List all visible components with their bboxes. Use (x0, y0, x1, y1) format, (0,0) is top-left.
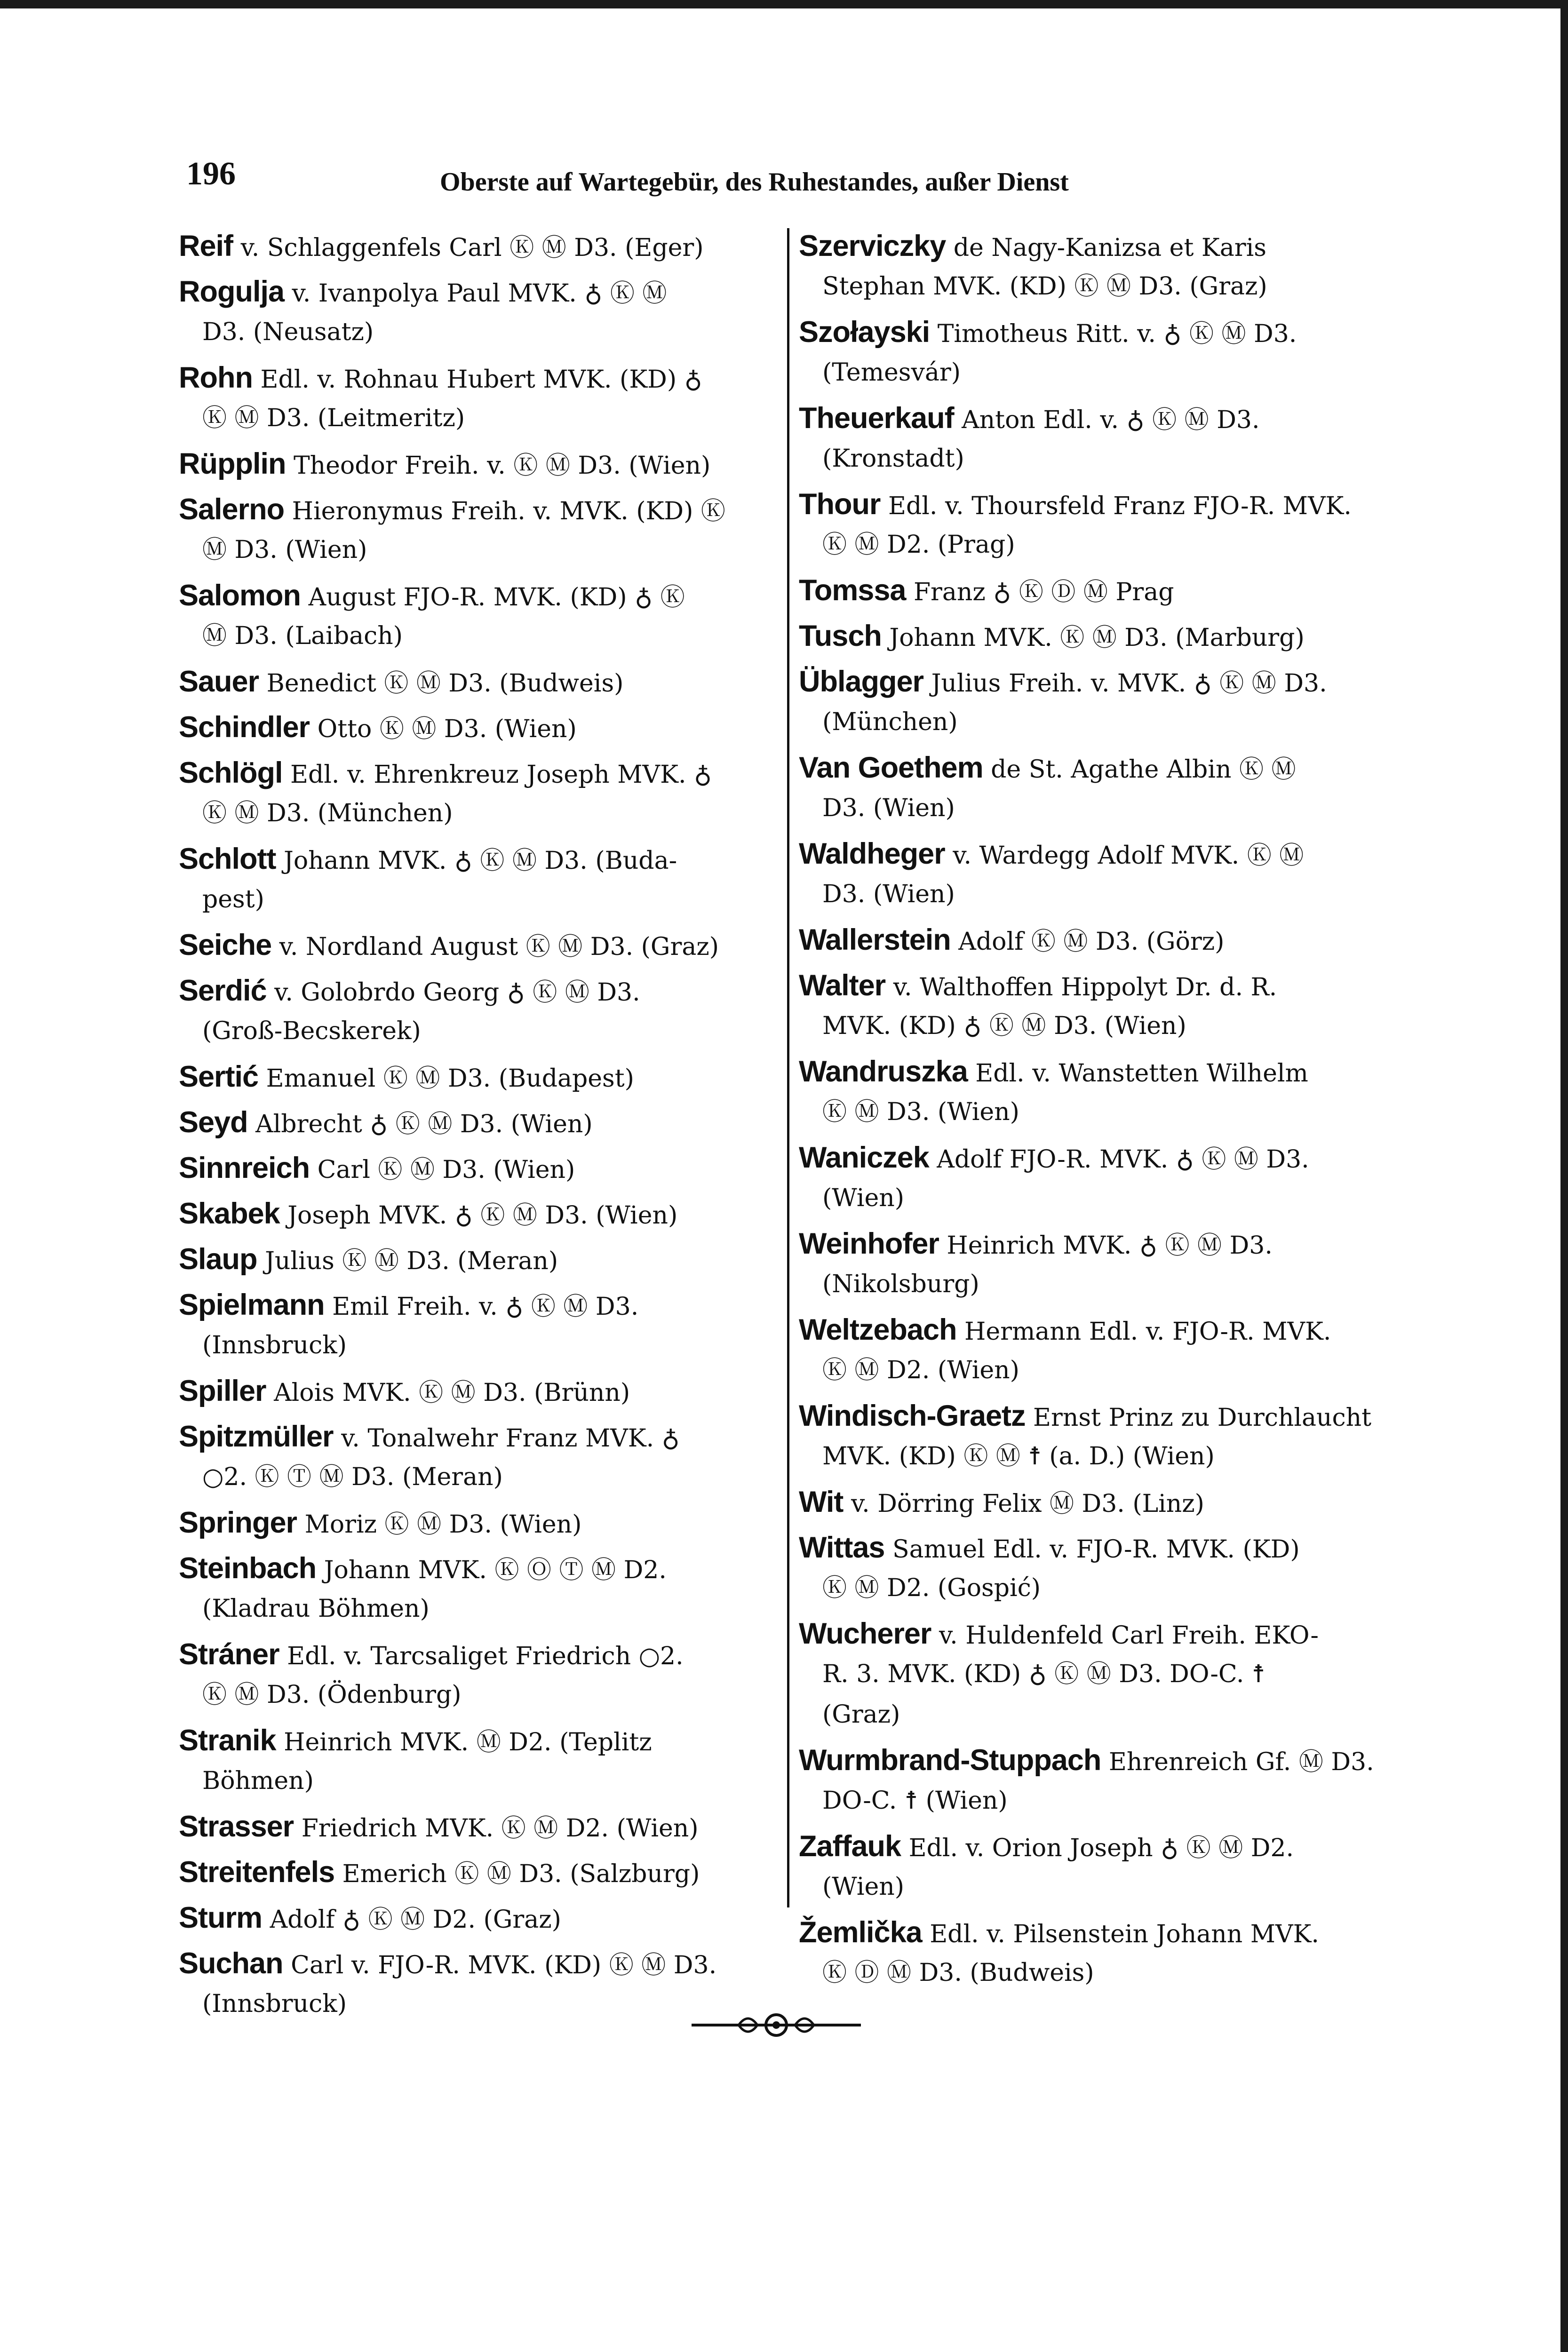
entry-line (179, 1371, 781, 1411)
tailpiece-ornament-icon (687, 2004, 866, 2046)
entry-surname: Windisch-Graetz (799, 1399, 1026, 1432)
entry-text: (Wien) (822, 1184, 905, 1212)
entry-text: Benedict Ⓚ Ⓜ D3. (Budweis) (266, 669, 624, 698)
entry-continuation-line (799, 1436, 1406, 1477)
entry-text: Ⓚ Ⓜ D2. (Prag) (822, 531, 1015, 559)
entry-text: (Temesvár) (822, 358, 961, 387)
entry-continuation-line (799, 1092, 1406, 1132)
entry-text: v. Walthoffen Hippolyt Dr. d. R. (893, 973, 1277, 1001)
entry-surname: Slaup (179, 1243, 257, 1276)
entry-text: (Graz) (822, 1700, 900, 1729)
entry-text: Edl. v. Tarcsaliget Friedrich ○2. (287, 1642, 684, 1670)
entry-continuation-line (799, 438, 1406, 479)
entry-text: Böhmen) (202, 1767, 314, 1795)
entry-text: Ⓚ Ⓓ Ⓜ D3. (Budweis) (822, 1959, 1094, 1987)
entry-surname: Wurmbrand-Stuppach (799, 1744, 1101, 1777)
entry-surname: Szerviczky (799, 230, 946, 262)
entry-continuation-line (179, 1011, 781, 1051)
entry-continuation-line (799, 1178, 1406, 1218)
entry-text: D3. (Wien) (822, 794, 955, 822)
entry-line (799, 1912, 1406, 1953)
entry-continuation-line (799, 352, 1406, 393)
entry (179, 1285, 781, 1366)
entry-line (799, 1613, 1406, 1654)
entry-text: Ehrenreich Gf. Ⓜ D3. (1108, 1748, 1374, 1776)
entry-line (179, 753, 781, 793)
entry-text: Ⓚ Ⓜ D3. (Wien) (822, 1098, 1019, 1126)
entry-text: Anton Edl. v. ♁ Ⓚ Ⓜ D3. (962, 406, 1260, 434)
entry-continuation-line (179, 398, 781, 438)
entry-continuation-line (799, 788, 1406, 828)
entry-text: Johann MVK. ♁ Ⓚ Ⓜ D3. (Buda- (284, 847, 677, 875)
entry-text: D3. (Wien) (822, 880, 955, 908)
entry-line (179, 226, 781, 266)
entry-line (799, 1482, 1406, 1522)
entry-surname: Wandruszka (799, 1055, 968, 1088)
entry-line (179, 970, 781, 1011)
entry-text: v. Dörring Felix Ⓜ D3. (Linz) (851, 1490, 1204, 1518)
entry-continuation-line (179, 1457, 781, 1497)
entry-text: Samuel Edl. v. FJO-R. MVK. (KD) (892, 1535, 1300, 1564)
entry-text: Edl. v. Orion Joseph ♁ Ⓚ Ⓜ D2. (908, 1834, 1294, 1862)
entry-text: ○2. Ⓚ Ⓣ Ⓜ D3. (Meran) (202, 1463, 503, 1491)
entry (179, 661, 781, 702)
entry (179, 1548, 781, 1629)
entry-surname: Wallerstein (799, 923, 951, 956)
entry-surname: Wittas (799, 1531, 885, 1564)
entry-line (179, 358, 781, 398)
entry (799, 1740, 1406, 1821)
entry (799, 616, 1406, 656)
entry-surname: Thour (799, 488, 881, 521)
entry-continuation-line (799, 1694, 1406, 1735)
entry-continuation-line (179, 793, 781, 834)
entry-continuation-line (799, 1006, 1406, 1046)
entry (799, 1224, 1406, 1304)
entry-surname: Reif (179, 230, 233, 262)
entry-text: (Kronstadt) (822, 445, 964, 473)
entry-text: Heinrich MVK. Ⓜ D2. (Teplitz (284, 1728, 652, 1756)
entry-line (179, 707, 781, 747)
entry-surname: Van Goethem (799, 751, 983, 784)
entry-surname: Strasser (179, 1810, 294, 1843)
entry-text: Ⓚ Ⓜ D3. (Ödenburg) (202, 1681, 462, 1709)
entry-text: v. Tonalwehr Franz MVK. ♁ (341, 1424, 680, 1453)
entry-text: v. Wardegg Adolf MVK. Ⓚ Ⓜ (953, 842, 1304, 870)
entry-line (799, 1310, 1406, 1350)
entry-line (179, 271, 781, 312)
entry (179, 753, 781, 834)
entry-line (799, 398, 1406, 438)
entry (799, 834, 1406, 914)
entry-surname: Sturm (179, 1901, 263, 1934)
entry-surname: Serdić (179, 974, 267, 1007)
entry-line (179, 1720, 781, 1761)
entry-continuation-line (179, 1761, 781, 1801)
entry-line (799, 1051, 1406, 1092)
entry-surname: Skabek (179, 1197, 280, 1230)
entry-line (179, 1548, 781, 1589)
entry-surname: Rüpplin (179, 447, 286, 480)
entry-text: Edl. v. Pilsenstein Johann MVK. (930, 1920, 1319, 1948)
entry-line (799, 1826, 1406, 1867)
entry-line (799, 616, 1406, 656)
entry-surname: Spiller (179, 1375, 266, 1407)
entry (179, 707, 781, 747)
entry (179, 1806, 781, 1847)
entry (799, 1912, 1406, 1993)
entry-text: Ⓚ Ⓜ D3. (München) (202, 799, 453, 827)
entry (799, 1613, 1406, 1735)
entry (179, 358, 781, 438)
entry-line (179, 1148, 781, 1188)
entry-text: Edl. v. Thoursfeld Franz FJO-R. MVK. (888, 492, 1352, 520)
entry (799, 1396, 1406, 1477)
entry-surname: Theuerkauf (799, 402, 954, 435)
entry (799, 398, 1406, 479)
page-number: 196 (186, 156, 236, 192)
entry (799, 965, 1406, 1046)
entry (799, 1482, 1406, 1522)
entry (799, 920, 1406, 960)
entry-text: August FJO-R. MVK. (KD) ♁ Ⓚ (308, 583, 685, 612)
entry-text: DO-C. ☨ (Wien) (822, 1787, 1008, 1815)
entry-text: v. Nordland August Ⓚ Ⓜ D3. (Graz) (279, 933, 719, 961)
entry (179, 970, 781, 1051)
entry-text: Emanuel Ⓚ Ⓜ D3. (Budapest) (266, 1065, 634, 1093)
entry-surname: Wucherer (799, 1617, 931, 1650)
entry (799, 312, 1406, 393)
entry (179, 1898, 781, 1938)
entry-line (179, 1806, 781, 1847)
entry-text: (Kladrau Böhmen) (202, 1595, 430, 1623)
entry-surname: Sertić (179, 1060, 259, 1093)
entry-surname: Seiche (179, 929, 272, 961)
entry (179, 1720, 781, 1801)
entry-continuation-line (799, 702, 1406, 742)
entry-surname: Salomon (179, 579, 301, 612)
entry-line (799, 965, 1406, 1006)
entry-text: v. Schlaggenfels Carl Ⓚ Ⓜ D3. (Eger) (240, 234, 704, 262)
entry-surname: Steinbach (179, 1552, 317, 1585)
right-column (799, 226, 1406, 1998)
entry-continuation-line (799, 1953, 1406, 1993)
entry-line (799, 747, 1406, 788)
entry-continuation-line (179, 1325, 781, 1366)
entry-text: Timotheus Ritt. v. ♁ Ⓚ Ⓜ D3. (937, 320, 1297, 348)
entry-text: Friedrich MVK. Ⓚ Ⓜ D2. (Wien) (301, 1814, 699, 1843)
entry-text: Franz ♁ Ⓚ Ⓓ Ⓜ Prag (913, 578, 1174, 606)
entry-line (799, 1740, 1406, 1780)
entry (799, 1051, 1406, 1132)
entry-text: Ernst Prinz zu Durchlaucht (1033, 1404, 1372, 1432)
entry (799, 226, 1406, 307)
entry-continuation-line (799, 874, 1406, 914)
entry-continuation-line (799, 1780, 1406, 1821)
entry (179, 1239, 781, 1279)
entry-text: Ⓜ D3. (Laibach) (202, 622, 403, 650)
entry-text: MVK. (KD) Ⓚ Ⓜ ☨ (a. D.) (Wien) (822, 1442, 1215, 1470)
entry-surname: Rogulja (179, 275, 284, 308)
entry-surname: Schlott (179, 842, 276, 875)
entry-text: Emil Freih. v. ♁ Ⓚ Ⓜ D3. (332, 1293, 639, 1321)
entry-text: Carl v. FJO-R. MVK. (KD) Ⓚ Ⓜ D3. (291, 1951, 717, 1979)
entry-line (179, 1239, 781, 1279)
entry (179, 925, 781, 965)
entry-continuation-line (799, 524, 1406, 565)
entry-line (179, 1898, 781, 1938)
entry-line (179, 444, 781, 484)
entry-line (179, 925, 781, 965)
entry-text: Ⓜ D3. (Wien) (202, 536, 367, 564)
entry-text: Theodor Freih. v. Ⓚ Ⓜ D3. (Wien) (293, 452, 711, 480)
entry (799, 484, 1406, 565)
entry (179, 1852, 781, 1892)
entry-text: Johann MVK. Ⓚ Ⓜ D3. (Marburg) (889, 624, 1305, 652)
entry-surname: Szołayski (799, 316, 930, 349)
entry-surname: Walter (799, 969, 886, 1002)
entry-surname: Rohn (179, 361, 253, 394)
entry-text: pest) (202, 885, 264, 914)
entry-text: v. Ivanpolya Paul MVK. ♁ Ⓚ Ⓜ (292, 279, 667, 308)
entry-line (179, 489, 781, 530)
entry-surname: Žemlička (799, 1916, 922, 1949)
entry-line (179, 1852, 781, 1892)
column-divider (787, 228, 789, 1907)
entry (799, 1826, 1406, 1907)
entry-continuation-line (179, 312, 781, 352)
scan-border-right (1560, 0, 1568, 2352)
entry-surname: Spitzmüller (179, 1420, 334, 1453)
entry-text: (Wien) (822, 1873, 905, 1901)
entry-text: R. 3. MVK. (KD) ♁ Ⓚ Ⓜ D3. DO-C. ☨ (822, 1660, 1266, 1688)
entry-line (179, 1502, 781, 1543)
entry (179, 1371, 781, 1411)
entry-continuation-line (179, 530, 781, 570)
entry-text: Edl. v. Wanstetten Wilhelm (975, 1059, 1308, 1088)
entry-line (799, 570, 1406, 611)
entry-text: v. Huldenfeld Carl Freih. EKO- (939, 1621, 1319, 1650)
entry-line (179, 839, 781, 879)
entry-text: (Groß-Becskerek) (202, 1017, 421, 1045)
entry-text: (Nikolsburg) (822, 1270, 979, 1298)
entry-surname: Weinhofer (799, 1227, 939, 1260)
entry-surname: Streitenfels (179, 1856, 335, 1889)
entry (799, 570, 1406, 611)
scan-border-top (0, 0, 1568, 8)
entry-line (799, 1527, 1406, 1568)
entry-text: Edl. v. Rohnau Hubert MVK. (KD) ♁ (260, 366, 702, 394)
entry-line (799, 484, 1406, 524)
entry-continuation-line (179, 1675, 781, 1715)
entry-surname: Sauer (179, 665, 259, 698)
entry-text: Heinrich MVK. ♁ Ⓚ Ⓜ D3. (947, 1232, 1273, 1260)
entry-text: Ⓚ Ⓜ D2. (Wien) (822, 1356, 1019, 1384)
entry-text: Hieronymus Freih. v. MVK. (KD) Ⓚ (292, 497, 725, 525)
entry-line (799, 226, 1406, 266)
entry-surname: Spielmann (179, 1288, 325, 1321)
entry (179, 1502, 781, 1543)
entry-text: Stephan MVK. (KD) Ⓚ Ⓜ D3. (Graz) (822, 272, 1267, 301)
entry-surname: Tomssa (799, 574, 906, 607)
entry-text: Emerich Ⓚ Ⓜ D3. (Salzburg) (342, 1860, 700, 1888)
entry-continuation-line (799, 266, 1406, 307)
entry-text: Otto Ⓚ Ⓜ D3. (Wien) (317, 715, 577, 743)
entry-surname: Zaffauk (799, 1830, 901, 1863)
entry-text: Carl Ⓚ Ⓜ D3. (Wien) (317, 1156, 575, 1184)
entry-surname: Sinnreich (179, 1152, 310, 1184)
entry-text: (Innsbruck) (202, 1990, 347, 2018)
entry (799, 1137, 1406, 1218)
entry-text: de Nagy-Kanizsa et Karis (953, 234, 1266, 262)
entry-continuation-line (799, 1350, 1406, 1391)
entry-continuation-line (799, 1867, 1406, 1907)
entry-line (799, 312, 1406, 352)
entry-line (799, 1224, 1406, 1264)
entry-text: Julius Ⓚ Ⓜ D3. (Meran) (265, 1247, 558, 1275)
entry (799, 747, 1406, 828)
entry-text: Adolf Ⓚ Ⓜ D3. (Görz) (958, 928, 1225, 956)
entry-surname: Schlögl (179, 756, 283, 789)
entry-line (179, 1416, 781, 1457)
entry-text: Adolf ♁ Ⓚ Ⓜ D2. (Graz) (270, 1906, 561, 1934)
entry-text: D3. (Neusatz) (202, 318, 374, 346)
entry-surname: Springer (179, 1506, 297, 1539)
entry-text: de St. Agathe Albin Ⓚ Ⓜ (991, 755, 1296, 784)
entry-continuation-line (799, 1654, 1406, 1694)
entry-continuation-line (799, 1264, 1406, 1304)
entry-line (799, 920, 1406, 960)
entry-line (179, 1102, 781, 1143)
entry (179, 575, 781, 656)
entry-text: (Innsbruck) (202, 1331, 347, 1359)
left-column (179, 226, 781, 2029)
entry-surname: Wit (799, 1486, 844, 1518)
entry (179, 444, 781, 484)
entry-text: Ⓚ Ⓜ D3. (Leitmeritz) (202, 404, 465, 432)
entry-line (179, 1943, 781, 1984)
entry-surname: Salerno (179, 493, 285, 526)
entry (799, 661, 1406, 742)
entry-line (179, 1193, 781, 1234)
entry-text: Joseph MVK. ♁ Ⓚ Ⓜ D3. (Wien) (287, 1201, 678, 1230)
entry-text: Moriz Ⓚ Ⓜ D3. (Wien) (304, 1510, 582, 1539)
entry (179, 489, 781, 570)
entry-surname: Waniczek (799, 1141, 929, 1174)
entry (179, 1148, 781, 1188)
entry (179, 1634, 781, 1715)
entry-surname: Weltzebach (799, 1313, 957, 1346)
entry-text: (München) (822, 708, 958, 736)
entry-text: Ⓚ Ⓜ D2. (Gospić) (822, 1574, 1041, 1602)
entry (179, 1057, 781, 1097)
entry-line (179, 661, 781, 702)
entry (179, 226, 781, 266)
entry (179, 1193, 781, 1234)
entry-surname: Seyd (179, 1106, 248, 1139)
entry-line (799, 834, 1406, 874)
entry-continuation-line (179, 879, 781, 920)
entry-surname: Stranik (179, 1724, 276, 1757)
entry-line (799, 1137, 1406, 1178)
entry-surname: Stráner (179, 1638, 279, 1671)
entry-line (179, 1285, 781, 1325)
entry-line (799, 661, 1406, 702)
entry (179, 839, 781, 920)
entry-line (179, 1057, 781, 1097)
entry-surname: Üblagger (799, 665, 924, 698)
entry-surname: Schindler (179, 711, 310, 744)
entry-line (179, 575, 781, 616)
entry-text: v. Golobrdo Georg ♁ Ⓚ Ⓜ D3. (274, 978, 640, 1007)
entry (179, 1416, 781, 1497)
entry-line (179, 1634, 781, 1675)
entry-text: MVK. (KD) ♁ Ⓚ Ⓜ D3. (Wien) (822, 1012, 1186, 1040)
entry-text: Hermann Edl. v. FJO-R. MVK. (964, 1318, 1331, 1346)
entry (799, 1310, 1406, 1391)
entry-text: Johann MVK. Ⓚ Ⓞ Ⓣ Ⓜ D2. (324, 1556, 667, 1584)
entry-text: Julius Freih. v. MVK. ♁ Ⓚ Ⓜ D3. (931, 669, 1327, 698)
entry-surname: Waldheger (799, 837, 945, 870)
entry-text: Edl. v. Ehrenkreuz Joseph MVK. ♁ (290, 761, 712, 789)
entry (179, 271, 781, 352)
entry-surname: Suchan (179, 1947, 283, 1980)
entry-line (799, 1396, 1406, 1436)
running-head: Oberste auf Wartegebür, des Ruhestandes, außer Dienst (440, 167, 1069, 197)
entry-text: Albrecht ♁ Ⓚ Ⓜ D3. (Wien) (255, 1110, 593, 1138)
entry (799, 1527, 1406, 1608)
entry-text: Alois MVK. Ⓚ Ⓜ D3. (Brünn) (274, 1379, 630, 1407)
entry-continuation-line (799, 1568, 1406, 1608)
entry-continuation-line (179, 1589, 781, 1629)
entry (179, 1102, 781, 1143)
entry-text: Adolf FJO-R. MVK. ♁ Ⓚ Ⓜ D3. (937, 1145, 1309, 1174)
entry-continuation-line (179, 616, 781, 656)
entry-surname: Tusch (799, 620, 882, 652)
